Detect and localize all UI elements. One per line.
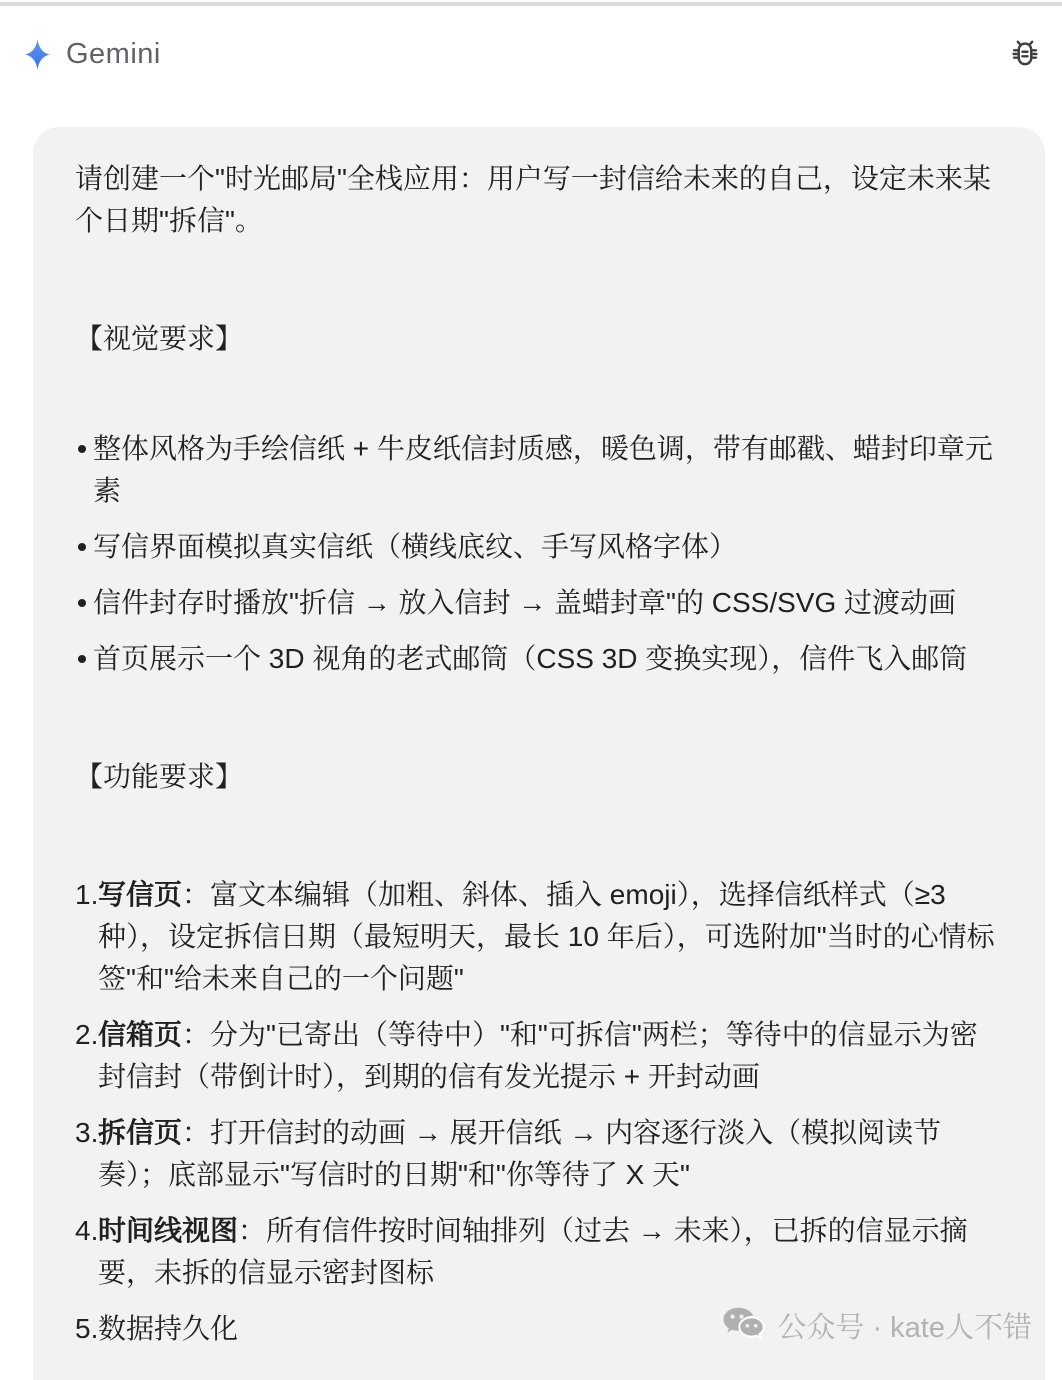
list-item-text: ：打开信封的动画 → 展开信纸 → 内容逐行淡入（模拟阅读节奏）；底部显示"写信时的日期"和"你等待了 X 天" [98,1117,942,1190]
list-item-text: 信件封存时播放"折信 → 放入信封 → 盖蜡封章"的 CSS/SVG 过渡动画 [93,587,957,618]
list-item-text: ：富文本编辑（加粗、斜体、插入 emoji），选择信纸样式（≥3种），设定拆信日期（最短明天，最长 10 年后），可选附加"当时的心情标签"和"给未来自己的一个问题" [98,879,995,994]
list-item [75,526,1005,568]
user-message-bubble [33,127,1045,1380]
list-item-number: 2. [75,1019,99,1050]
list-item-text: ：分为"已寄出（等待中）"和"可拆信"两栏；等待中的信显示为密封信封（带倒计时），到期的信有发光提示 + 开封动画 [98,1019,978,1092]
wechat-icon [721,1306,766,1346]
list-item [75,874,1005,1000]
list-item [75,1014,1005,1098]
list-item-text: ：所有信件按时间轴排列（过去 → 未来），已拆的信显示摘要，未拆的信显示密封图标 [98,1215,968,1288]
list-item-label: 时间线视图 [98,1215,239,1246]
visual-requirements-heading: 【视觉要求】 [75,323,244,354]
message-intro: 请创建一个"时光邮局"全栈应用：用户写一封信给未来的自己，设定未来某个日期"拆信"。 [75,163,991,236]
app-header [25,30,1045,78]
top-divider [0,2,1062,6]
feature-requirements-list [75,874,1005,1350]
watermark [721,1305,1032,1346]
gemini-sparkle-icon [25,39,50,70]
list-item [75,1112,1005,1196]
bug-report-button[interactable] [1005,34,1045,74]
bullet-dot [78,599,86,607]
list-item-text: 写信界面模拟真实信纸（横线底纹、手写风格字体） [93,531,738,562]
list-item-text: 数据持久化 [98,1313,239,1344]
list-item-number: 5. [75,1313,99,1344]
list-item [75,428,1005,512]
bullet-dot [78,445,86,453]
bullet-dot [78,543,86,551]
list-item-text: 整体风格为手绘信纸 + 牛皮纸信封质感，暖色调，带有邮戳、蜡封印章元素 [93,433,993,506]
list-item [75,582,1005,624]
list-item-number: 1. [75,879,99,910]
list-item [75,1210,1005,1294]
list-item-label: 信箱页 [98,1019,183,1050]
feature-requirements-heading: 【功能要求】 [75,761,244,792]
visual-requirements-list [75,428,1005,680]
list-item-number: 3. [75,1117,99,1148]
list-item-label: 写信页 [98,879,183,910]
app-title: Gemini [66,37,161,70]
watermark-text: 公众号 · kate人不错 [777,1312,1032,1344]
bug-report-icon [1008,37,1042,71]
bullet-dot [78,655,86,663]
list-item [75,638,1005,680]
list-item-label: 拆信页 [98,1117,183,1148]
list-item-text: 首页展示一个 3D 视角的老式邮筒（CSS 3D 变换实现），信件飞入邮筒 [93,643,968,674]
list-item-number: 4. [75,1215,99,1246]
